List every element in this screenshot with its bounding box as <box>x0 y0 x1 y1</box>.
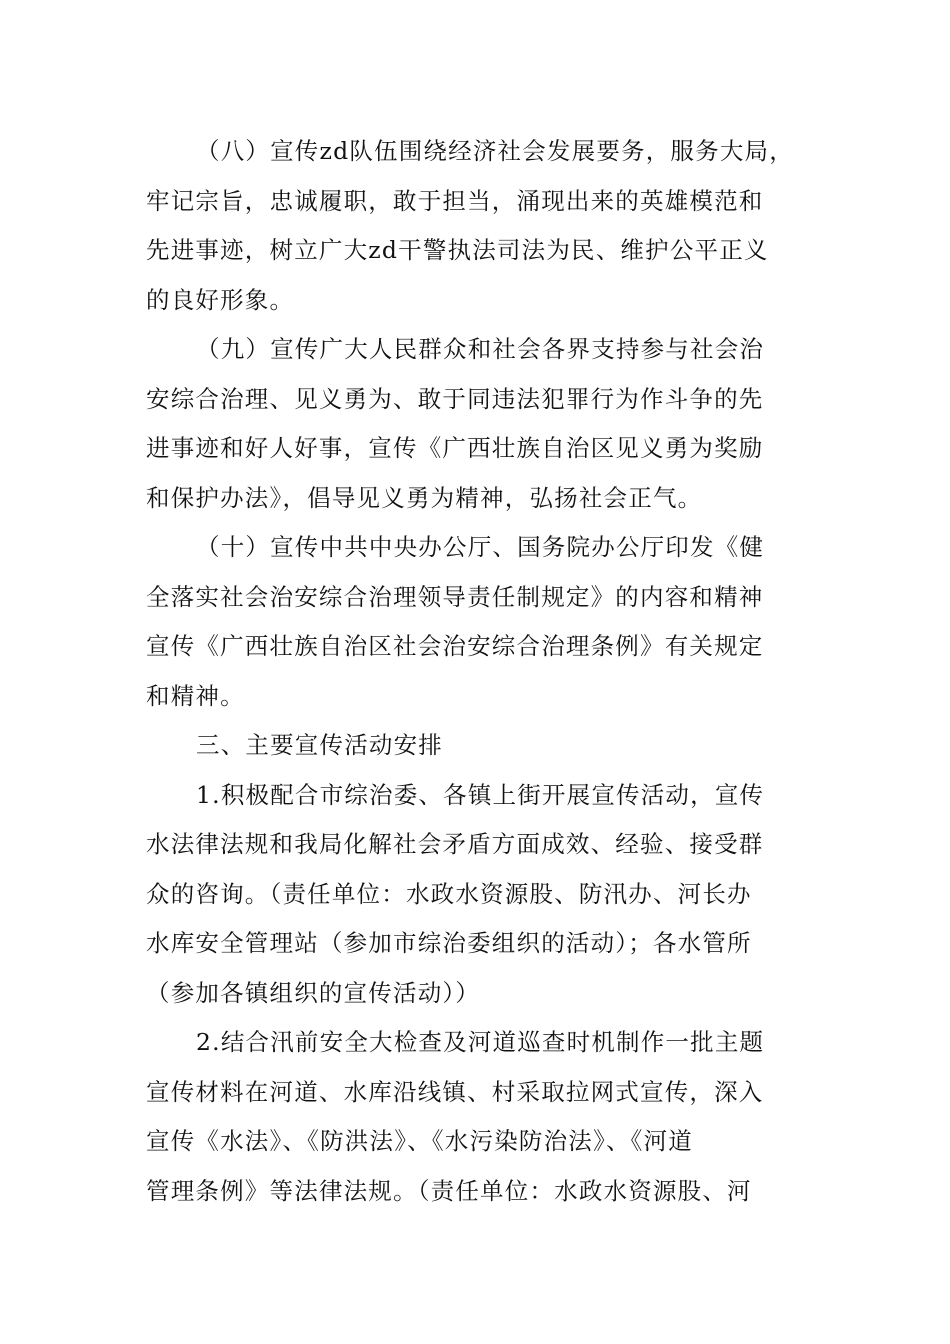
paragraph-8-line-3: 先进事迹，树立广大zd干警执法司法为民、维护公平正义 <box>146 236 769 264</box>
paragraph-10-line-2: 全落实社会治安综合治理领导责任制规定》的内容和精神 <box>146 582 764 611</box>
item-2-line-1: 2.结合汛前安全大检查及河道巡查时机制作一批主题 <box>196 1028 765 1056</box>
item-1-line-3: 众的咨询。（责任单位：水政水资源股、防汛办、河长办 <box>146 879 752 908</box>
item-1-line-2: 水法律法规和我局化解社会矛盾方面成效、经验、接受群 <box>146 830 764 858</box>
paragraph-9-line-1: （九）宣传广大人民群众和社会各界支持参与社会治 <box>196 335 765 363</box>
section-heading: 三、主要宣传活动安排 <box>196 731 443 759</box>
paragraph-10-line-4: 和精神。 <box>146 681 245 710</box>
item-1-line-4: 水库安全管理站（参加市综治委组织的活动）；各水管所 <box>146 929 752 957</box>
paragraph-8-line-1: （八）宣传zd队伍围绕经济社会发展要务，服务大局， <box>196 137 794 165</box>
paragraph-9-line-2: 安综合治理、见义勇为、敢于同违法犯罪行为作斗争的先 <box>146 384 764 413</box>
paragraph-10-line-3: 宣传《广西壮族自治区社会治安综合治理条例》有关规定 <box>146 632 764 660</box>
paragraph-8-line-2: 牢记宗旨，忠诚履职，敢于担当，涌现出来的英雄模范和 <box>146 186 764 215</box>
paragraph-9-line-4: 和保护办法》，倡导见义勇为精神，弘扬社会正气。 <box>146 483 703 512</box>
paragraph-9-line-3: 进事迹和好人好事，宣传《广西壮族自治区见义勇为奖励 <box>146 434 764 462</box>
item-1-line-5: （参加各镇组织的宣传活动）） <box>146 978 481 1007</box>
paragraph-8-line-4: 的良好形象。 <box>146 285 295 314</box>
document-body <box>146 127 810 1216</box>
item-2-line-2: 宣传材料在河道、水库沿线镇、村采取拉网式宣传，深入 <box>146 1077 764 1106</box>
item-2-line-4: 管理条例》等法律法规。（责任单位：水政水资源股、河 <box>146 1176 752 1205</box>
item-2-line-3: 宣传《水法》、《防洪法》、《水污染防治法》、《河道 <box>146 1127 693 1155</box>
paragraph-10-line-1: （十）宣传中共中央办公厅、国务院办公厅印发《健 <box>196 533 765 561</box>
item-1-line-1: 1.积极配合市综治委、各镇上街开展宣传活动，宣传 <box>196 780 765 809</box>
